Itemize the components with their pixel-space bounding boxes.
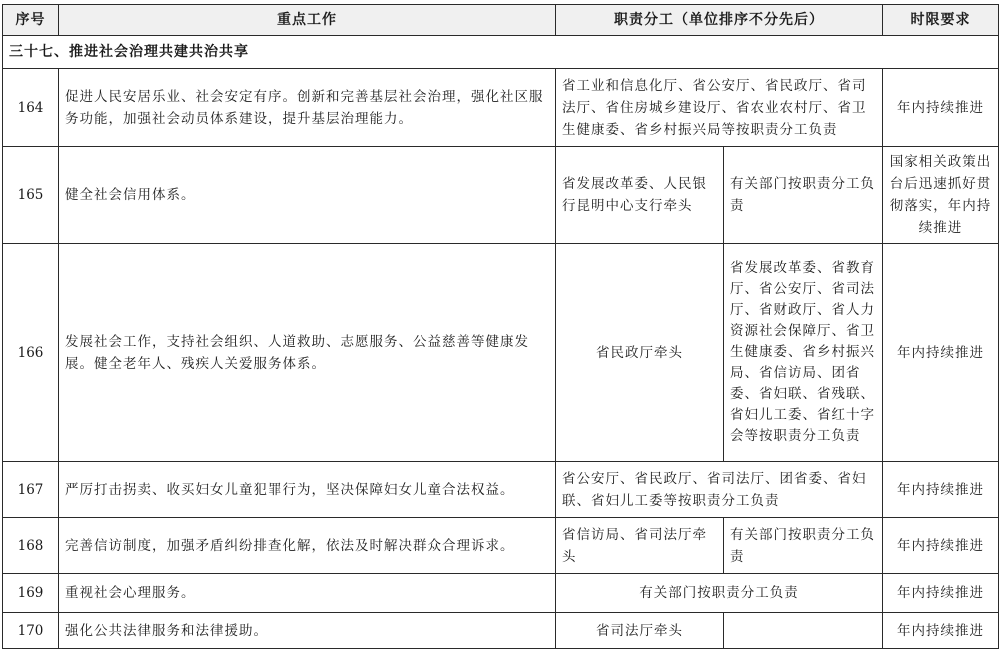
row-other	[724, 613, 883, 649]
row-deadline: 年内持续推进	[883, 462, 999, 518]
header-no: 序号	[3, 5, 59, 36]
header-duty: 职责分工（单位排序不分先后）	[556, 5, 883, 36]
row-duty: 有关部门按职责分工负责	[556, 574, 883, 613]
key-work-table	[2, 4, 999, 649]
row-deadline: 年内持续推进	[883, 69, 999, 147]
row-deadline: 国家相关政策出台后迅速抓好贯彻落实，年内持续推进	[883, 147, 999, 244]
row-other: 有关部门按职责分工负责	[724, 147, 883, 244]
row-work: 严厉打击拐卖、收买妇女儿童犯罪行为，坚决保障妇女儿童合法权益。	[59, 462, 556, 518]
row-deadline: 年内持续推进	[883, 518, 999, 574]
table-row	[3, 69, 999, 147]
row-lead: 省信访局、省司法厅牵头	[556, 518, 724, 574]
table-row	[3, 613, 999, 649]
row-work: 促进人民安居乐业、社会安定有序。创新和完善基层社会治理，强化社区服务功能，加强社会动员体系建设，提升基层治理能力。	[59, 69, 556, 147]
row-deadline: 年内持续推进	[883, 613, 999, 649]
row-deadline: 年内持续推进	[883, 574, 999, 613]
table-row	[3, 518, 999, 574]
row-lead: 省司法厅牵头	[556, 613, 724, 649]
row-number: 165	[3, 147, 59, 244]
row-lead: 省民政厅牵头	[556, 244, 724, 462]
row-number: 169	[3, 574, 59, 613]
row-other: 省发展改革委、省教育厅、省公安厅、省司法厅、省财政厅、省人力资源社会保障厅、省卫生健康委、省乡村振兴局、省信访局、团省委、省妇联、省残联、省妇儿工委、省红十字会等按职责分工负责	[724, 244, 883, 462]
row-work: 健全社会信用体系。	[59, 147, 556, 244]
table-row	[3, 462, 999, 518]
row-work: 重视社会心理服务。	[59, 574, 556, 613]
row-deadline: 年内持续推进	[883, 244, 999, 462]
row-number: 166	[3, 244, 59, 462]
header-work: 重点工作	[59, 5, 556, 36]
table-row	[3, 244, 999, 462]
row-number: 168	[3, 518, 59, 574]
section-title: 三十七、推进社会治理共建共治共享	[3, 36, 999, 69]
section-row	[3, 36, 999, 69]
row-other: 有关部门按职责分工负责	[724, 518, 883, 574]
row-work: 完善信访制度，加强矛盾纠纷排查化解，依法及时解决群众合理诉求。	[59, 518, 556, 574]
row-duty: 省工业和信息化厅、省公安厅、省民政厅、省司法厅、省住房城乡建设厅、省农业农村厅、省卫生健康委、省乡村振兴局等按职责分工负责	[556, 69, 883, 147]
row-number: 170	[3, 613, 59, 649]
row-number: 167	[3, 462, 59, 518]
row-work: 强化公共法律服务和法律援助。	[59, 613, 556, 649]
row-duty: 省公安厅、省民政厅、省司法厅、团省委、省妇联、省妇儿工委等按职责分工负责	[556, 462, 883, 518]
table-row	[3, 574, 999, 613]
row-number: 164	[3, 69, 59, 147]
table-header-row	[3, 5, 999, 36]
row-lead: 省发展改革委、人民银行昆明中心支行牵头	[556, 147, 724, 244]
header-deadline: 时限要求	[883, 5, 999, 36]
row-work: 发展社会工作，支持社会组织、人道救助、志愿服务、公益慈善等健康发展。健全老年人、残疾人关爱服务体系。	[59, 244, 556, 462]
table-row	[3, 147, 999, 244]
